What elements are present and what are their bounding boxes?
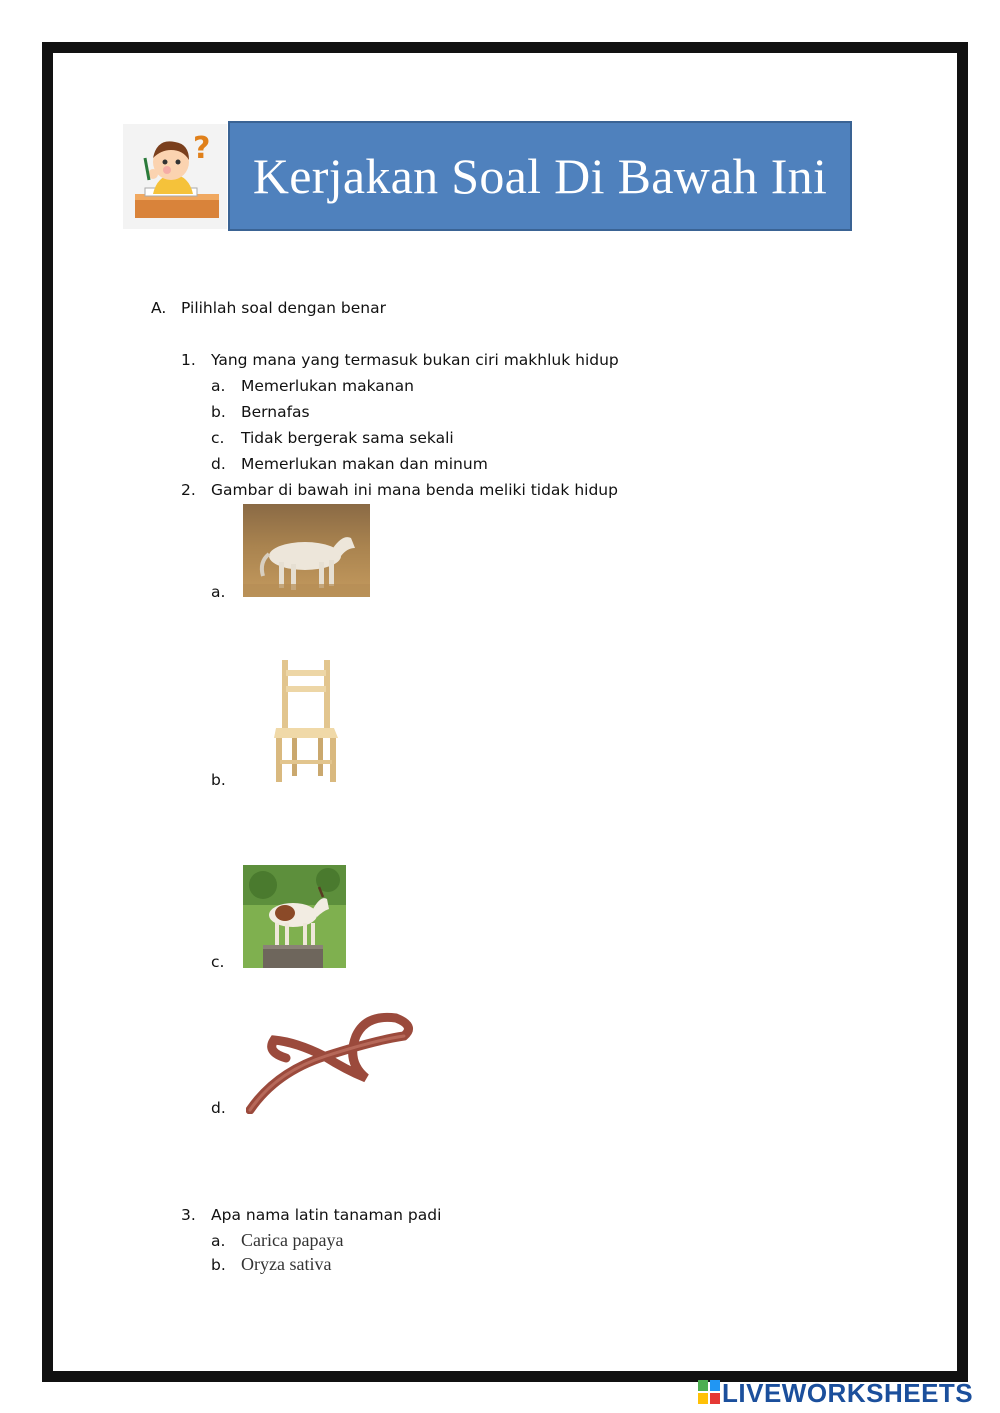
question-number: 3. [181,1206,196,1224]
option-letter: b. [211,403,226,421]
thinking-student-illustration [123,124,227,229]
section-letter: A. [151,299,167,317]
question-text: Gambar di bawah ini mana benda meliki tidak hidup [211,481,618,499]
question-number: 2. [181,481,196,499]
option-letter: b. [211,771,226,789]
wooden-chair-image[interactable] [272,660,342,784]
goat-image[interactable] [243,865,346,968]
option-letter: a. [211,1232,226,1250]
question-number: 1. [181,351,196,369]
option-text[interactable]: Carica papaya [241,1230,344,1250]
earthworm-image[interactable] [246,1012,416,1114]
option-letter: b. [211,1256,226,1274]
horse-image[interactable] [243,504,370,597]
question-text: Yang mana yang termasuk bukan ciri makhluk hidup [211,351,619,369]
option-text[interactable]: Tidak bergerak sama sekali [241,429,454,447]
page-title: Kerjakan Soal Di Bawah Ini [252,148,828,204]
section-instruction: Pilihlah soal dengan benar [181,299,386,317]
title-banner [228,121,852,231]
option-letter: d. [211,455,226,473]
option-text[interactable]: Memerlukan makanan [241,377,414,395]
option-letter: c. [211,953,225,971]
option-letter: a. [211,583,226,601]
liveworksheets-icon [698,1380,722,1406]
option-letter: d. [211,1099,226,1117]
svg-text:?: ? [193,131,211,166]
brand-name: LIVEWORKSHEETS [722,1377,974,1408]
page-border [42,42,968,1382]
option-text[interactable]: Memerlukan makan dan minum [241,455,488,473]
option-text[interactable]: Bernafas [241,403,310,421]
option-text[interactable]: Oryza sativa [241,1254,332,1274]
liveworksheets-logo[interactable] [698,1378,973,1408]
question-text: Apa nama latin tanaman padi [211,1206,442,1224]
option-letter: a. [211,377,226,395]
option-letter: c. [211,429,225,447]
